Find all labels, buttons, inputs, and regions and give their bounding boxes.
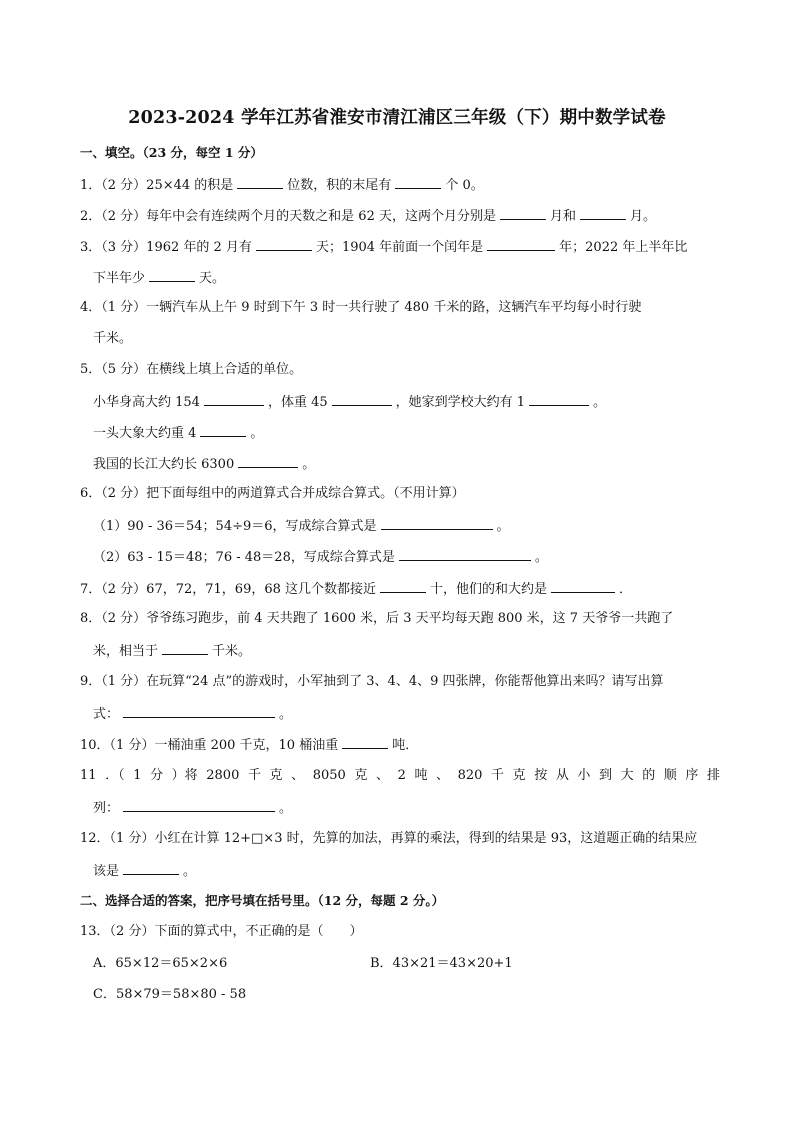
q3-text-d: 下半年少 [93,271,146,286]
q12-text-a: 12．（1 分）小红在计算 12+□×3 时，先算的加法，再算的乘法，得到的结果是 93，这道题正确的结果应 [80,831,698,846]
q11-token: 8050 [312,768,346,783]
q11-token: 到 [599,768,613,783]
q11-token: 1 [133,768,142,783]
answer-blank[interactable] [342,734,388,749]
q11-token: 克 [512,768,526,783]
question-7 [80,578,632,600]
q4-text-a: 4．（1 分）一辆汽车从上午 9 时到下午 3 时一共行驶了 480 千米的路，这辆汽车平均每小时行驶 [80,300,642,315]
q7-text-c: ． [619,582,633,597]
q11-token: 、 [436,768,450,783]
q3-text-a: 3．（3 分）1962 年的 2 月有 [80,240,252,255]
q5-text-d2: 。 [302,457,316,472]
answer-blank[interactable] [200,422,246,437]
question-4-cont [93,329,132,349]
question-6-part-2 [93,546,548,568]
question-9 [80,672,664,692]
q11-token: 按 [534,768,548,783]
answer-blank[interactable] [123,797,275,812]
answer-blank[interactable] [529,391,589,406]
q11-token: 、 [375,768,389,783]
q5-text-a: 5．（5 分）在横线上填上合适的单位。 [80,362,303,377]
q1-text-b: 位数，积的末尾有 [287,178,392,193]
q2-text-a: 2．（2 分）每年中会有连续两个月的天数之和是 62 天，这两个月分别是 [80,209,496,224]
q11-token: ．（ [105,768,125,783]
q5-text-b1: 小华身高大约 154 [93,395,200,410]
answer-blank[interactable] [395,174,441,189]
q9-text-a: 9．（1 分）在玩算“24 点”的游戏时，小军抽到了 3、4、4、9 四张牌，你能帮他算出来吗？请写出算 [80,674,664,689]
q11-token: 排 [706,768,720,783]
q7-text-a: 7．（2 分）67，72，71，69，68 这几个数都接近 [80,582,377,597]
q9-text-b: 式： [93,707,120,722]
q8-text-c: 千米。 [212,644,252,659]
q11-token: 的 [642,768,656,783]
q9-text-c: 。 [279,707,293,722]
answer-blank[interactable] [162,640,208,655]
question-5-row-1 [93,391,606,413]
q6-text-b2: 。 [496,519,510,534]
q11-text-c: 。 [279,801,293,816]
question-2 [80,205,656,227]
q13-text-a: 13．（2 分）下面的算式中，不正确的是（ ） [80,924,363,939]
q11-token: 11 [80,768,97,783]
q7-text-b: 十，他们的和大约是 [430,582,548,597]
question-6 [80,484,465,504]
question-10 [80,734,418,756]
question-3-cont [93,267,225,289]
answer-blank[interactable] [256,236,312,251]
q13-option-b[interactable]: B．43×21＝43×20+1 [370,956,513,971]
q6-text-b1: （1）90 - 36＝54；54÷9＝6，写成综合算式是 [93,519,377,534]
q13-option-a[interactable]: A．65×12＝65×2×6 [93,956,228,971]
question-3 [80,236,687,258]
q10-text-a: 10．（1 分）一桶油重 200 千克，10 桶油重 [80,738,339,753]
q11-token: 顺 [663,768,677,783]
answer-blank[interactable] [238,453,298,468]
q11-token: 2800 [206,768,240,783]
q11-token: 820 [457,768,483,783]
q5-text-b4: 。 [593,395,607,410]
q1-text-a: 1．（2 分）25×44 的积是 [80,178,234,193]
section-1-heading: 一、填空。（23 分，每空 1 分） [80,145,263,160]
question-12-cont [93,860,196,882]
q5-text-b2: ，体重 45 [267,395,328,410]
answer-blank[interactable] [123,703,275,718]
q13-option-c[interactable]: C．58×79＝58×80 - 58 [93,987,247,1002]
answer-blank[interactable] [381,515,493,530]
q11-token: 2 [397,768,406,783]
answer-blank[interactable] [237,174,283,189]
q6-text-a: 6．（2 分）把下面每组中的两道算式合并成综合算式。（不用计算） [80,486,465,501]
q1-text-c: 个 0。 [445,178,484,193]
q11-token: 大 [620,768,634,783]
section-2-heading: 二、选择合适的答案，把序号填在括号里。（12 分，每题 2 分。） [80,893,445,908]
answer-blank[interactable] [123,860,179,875]
question-1 [80,174,484,196]
q2-text-b: 月和 [549,209,576,224]
q10-text-b: 吨． [392,738,419,753]
question-5 [80,360,302,380]
q5-text-c2: 。 [250,426,264,441]
answer-blank[interactable] [551,578,615,593]
q11-token: 克 [269,768,283,783]
q11-token: 吨 [414,768,428,783]
question-11 [80,766,720,786]
answer-blank[interactable] [380,578,426,593]
q11-token: 克 [354,768,368,783]
q11-token: 序 [685,768,699,783]
answer-blank[interactable] [332,391,392,406]
q11-token: 小 [577,768,591,783]
q5-text-d1: 我国的长江大约长 6300 [93,457,235,472]
q2-text-c: 月。 [630,209,657,224]
q12-text-b: 该是 [93,864,120,879]
q6-text-c2: 。 [534,550,548,565]
question-4 [80,298,641,318]
q11-token: 分 [150,768,164,783]
q8-text-a: 8．（2 分）爷爷练习跑步，前 4 天共跑了 1600 米，后 3 天平均每天跑 800 米，这 7 天爷爷一共跑了 [80,611,674,626]
question-11-cont [93,797,292,819]
question-5-row-2 [93,422,263,444]
q11-token: 千 [247,768,261,783]
q11-text-b: 列： [93,801,120,816]
answer-blank[interactable] [487,236,555,251]
answer-blank[interactable] [204,391,264,406]
q8-text-b: 米，相当于 [93,644,159,659]
question-8 [80,609,673,629]
q5-text-b3: ，她家到学校大约有 1 [395,395,526,410]
q11-token: 千 [491,768,505,783]
answer-blank[interactable] [399,546,531,561]
q3-text-c: 年；2022 年上半年比 [559,240,688,255]
q12-text-c: 。 [183,864,197,879]
q11-token: ）将 [171,768,198,783]
question-6-part-1 [93,515,510,537]
q4-text-b: 千米。 [93,331,133,346]
q6-text-c1: （2）63 - 15＝48；76 - 48＝28，写成综合算式是 [93,550,395,565]
question-13 [80,922,362,942]
q3-text-b: 天；1904 年前面一个闰年是 [315,240,484,255]
question-9-cont [93,703,292,725]
q11-token: 、 [291,768,305,783]
exam-title: 2023-2024 学年江苏省淮安市清江浦区三年级（下）期中数学试卷 [128,108,666,128]
question-5-row-3 [93,453,315,475]
q5-text-c1: 一头大象大约重 4 [93,426,197,441]
question-8-cont [93,640,251,662]
answer-blank[interactable] [500,205,546,220]
question-12 [80,829,697,849]
answer-blank[interactable] [149,267,195,282]
q11-token: 从 [555,768,569,783]
answer-blank[interactable] [580,205,626,220]
q3-text-e: 天。 [199,271,226,286]
